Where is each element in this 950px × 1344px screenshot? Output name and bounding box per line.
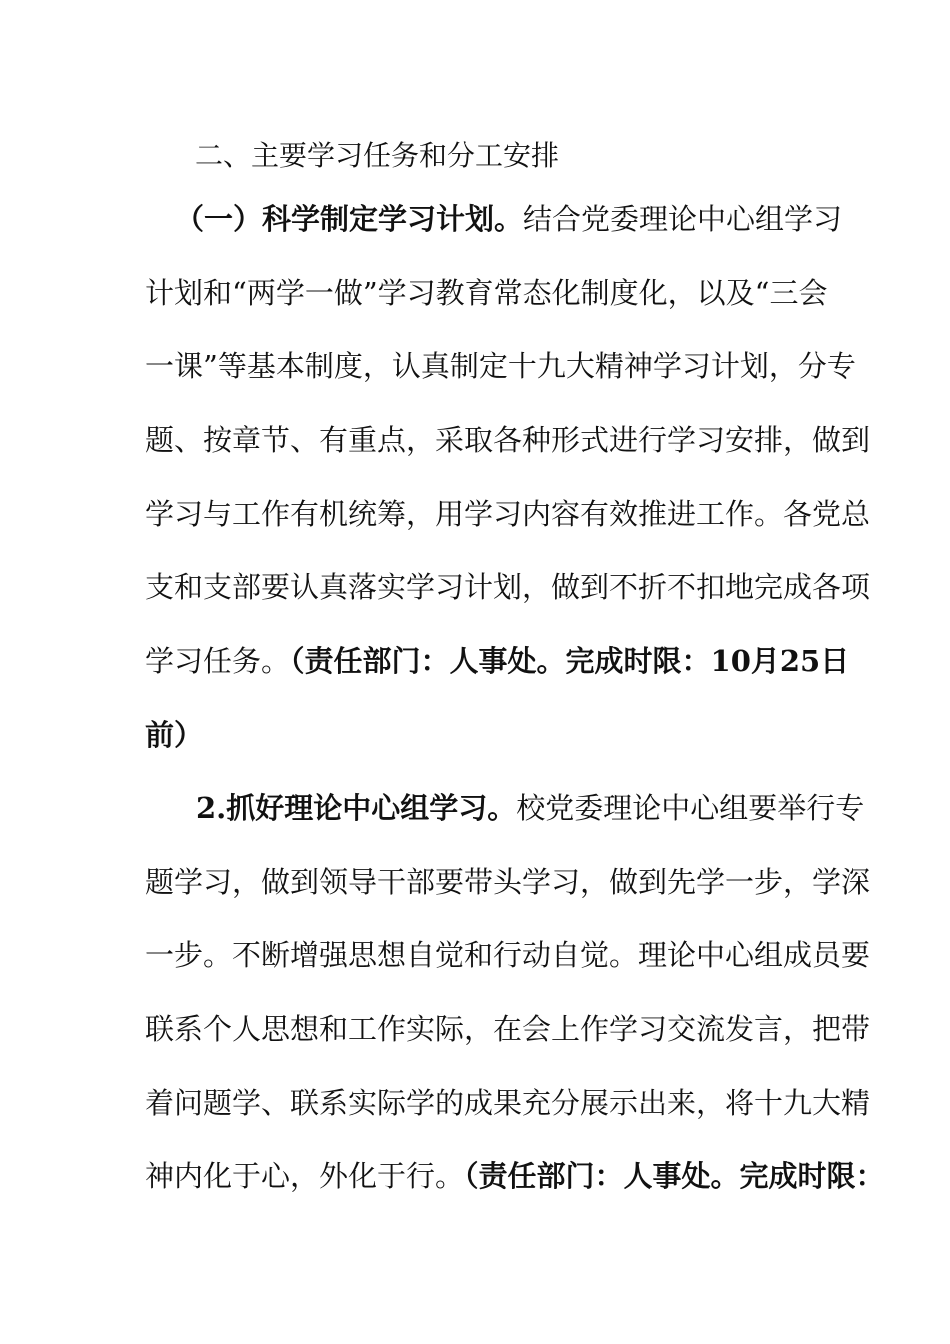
paragraph-line: 题学习，做到领导干部要带头学习，做到先学一步，学深 (145, 865, 871, 899)
text-span: 学习任务。 (145, 644, 291, 678)
item-title: （一）科学制定学习计划。 (175, 202, 524, 236)
text-span: 结合党委理论中心组学习 (523, 202, 843, 236)
paragraph-line: 学习与工作有机统筹，用学习内容有效推进工作。各党总 (145, 497, 871, 531)
text-span: 神内化于心，外化于行。 (145, 1159, 465, 1193)
paragraph-line: 支和支部要认真落实学习计划，做到不折不扣地完成各项 (145, 570, 871, 604)
paragraph-line: 一步。不断增强思想自觉和行动自觉。理论中心组成员要 (145, 938, 871, 972)
paragraph-line (145, 1156, 885, 1196)
paragraph-line (196, 788, 865, 828)
text-span: 校党委理论中心组要举行专 (516, 791, 865, 825)
item-title: 2.抓好理论中心组学习。 (196, 791, 517, 825)
responsibility-note-end: 前） (145, 718, 204, 752)
paragraph-line (145, 641, 850, 681)
responsibility-note: （责任部门：人事处。完成时限：10月25日 (290, 644, 850, 678)
paragraph-line: 一课”等基本制度，认真制定十九大精神学习计划，分专 (145, 349, 856, 383)
paragraph-line: 题、按章节、有重点，采取各种形式进行学习安排，做到 (145, 423, 871, 457)
responsibility-note: （责任部门：人事处。完成时限： (464, 1159, 885, 1193)
paragraph-line: 计划和“两学一做”学习教育常态化制度化，以及“三会 (145, 276, 828, 310)
paragraph-line: 联系个人思想和工作实际，在会上作学习交流发言，把带 (145, 1012, 871, 1046)
paragraph-line (175, 199, 843, 239)
section-heading: 二、主要学习任务和分工安排 (195, 139, 560, 172)
paragraph-line: 着问题学、联系实际学的成果充分展示出来，将十九大精 (145, 1086, 871, 1120)
